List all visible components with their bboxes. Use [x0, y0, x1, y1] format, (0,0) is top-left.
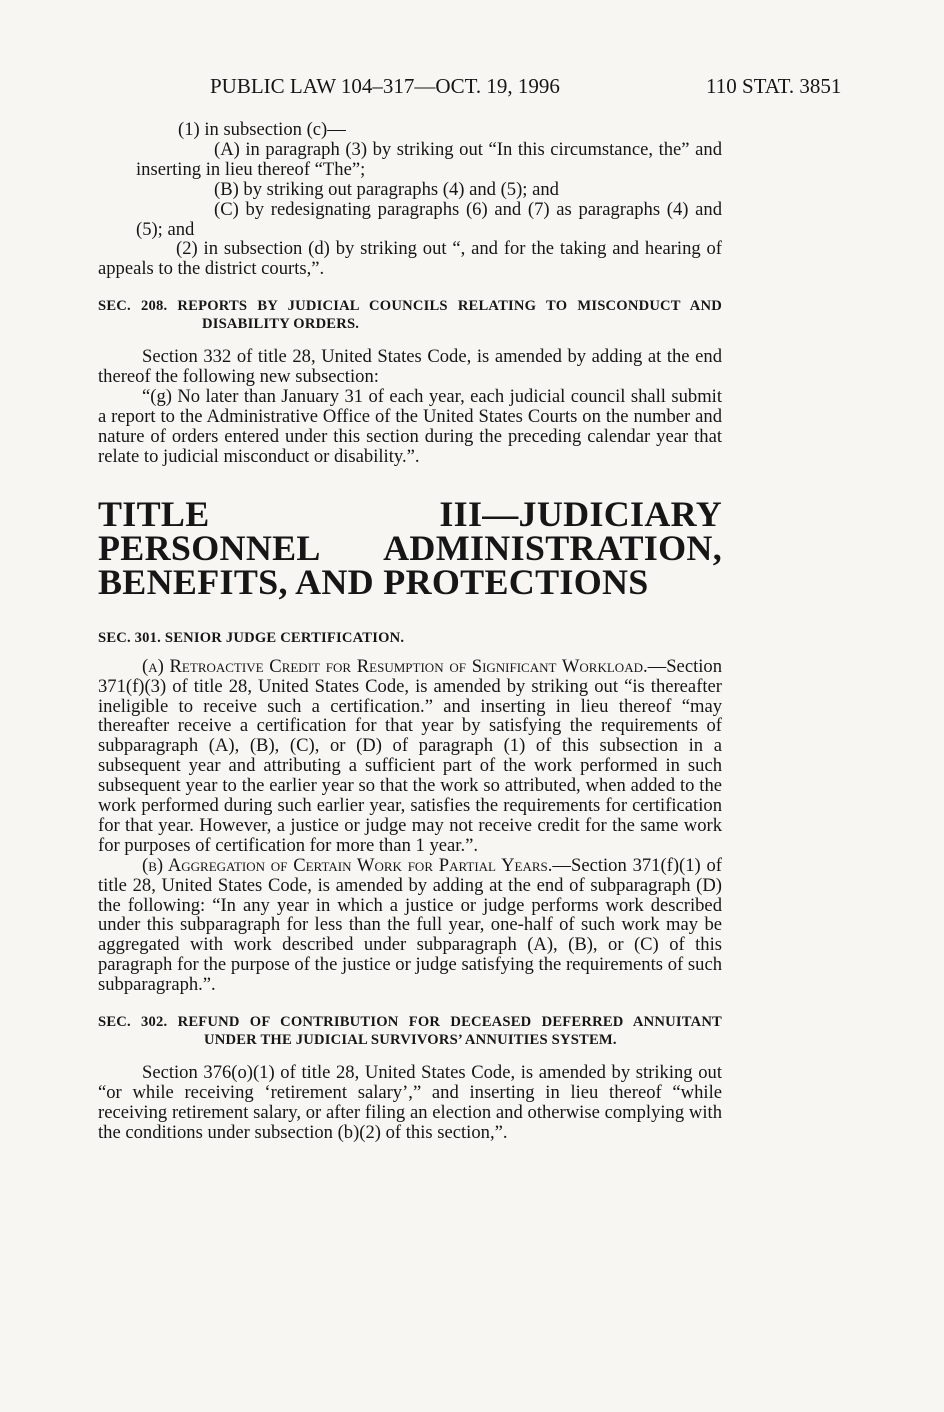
section-301-b-label: (b) Aggregation of Certain Work for Partial Years. — [142, 854, 553, 876]
running-head-title: PUBLIC LAW 104–317—OCT. 19, 1996 — [210, 74, 560, 98]
section-208-intro: Section 332 of title 28, United States Code, is amended by adding at the end thereof the following new subsection: — [98, 346, 722, 388]
running-head — [0, 74, 944, 98]
section-301-heading: SEC. 301. SENIOR JUDGE CERTIFICATION. — [98, 629, 405, 646]
section-208-subsection-g: “(g) No later than January 31 of each year, each judicial council shall submit a report to the Administrative Office of the United States Courts on the number and nature of orders entered under this section during the preceding calendar year that relate to judicial misconduct or disability.”. — [98, 386, 722, 467]
amendment-1-b: (B) by striking out paragraphs (4) and (5); and — [214, 178, 559, 200]
title-iii-heading: TITLE III—JUDICIARY PERSONNEL ADMINISTRATION, BENEFITS, AND PROTECTIONS — [98, 493, 722, 602]
section-301-b-text: —Section 371(f)(1) of title 28, United States Code, is amended by adding at the end of subparagraph (D) the following: “In any year in which a justice or judge performs work described under this subparagraph for less than the full year, one-half of such work may be aggregated with work described under subparagraph (A), (B), or (C) of this paragraph for the purpose of the justice or judge satisfying the requirements of such subparagraph.”. — [98, 854, 722, 996]
section-301-b — [98, 856, 722, 995]
section-208-heading: SEC. 208. REPORTS BY JUDICIAL COUNCILS RELATING TO MISCONDUCT AND DISABILITY ORDERS. — [98, 298, 722, 333]
amendment-2: (2) in subsection (d) by striking out “, and for the taking and hearing of appeals to the district courts,”. — [98, 238, 722, 280]
section-302-heading: SEC. 302. REFUND OF CONTRIBUTION FOR DECEASED DEFERRED ANNUITANT UNDER THE JUDICIAL SURVIVORS’ ANNUITIES SYSTEM. — [98, 1014, 722, 1049]
amendment-1-c: (C) by redesignating paragraphs (6) and (7) as paragraphs (4) and (5); and — [136, 198, 722, 240]
section-301-a-label: (a) Retroactive Credit for Resumption of Significant Workload. — [142, 655, 648, 677]
amendment-1-a: (A) in paragraph (3) by striking out “In this circumstance, the” and inserting in lieu thereof “The”; — [136, 138, 722, 180]
section-301-a-text: —Section 371(f)(3) of title 28, United States Code, is amended by striking out “is thereafter ineligible to receive such a certification.” and inserting in lieu thereof “may thereafter receive a certification for that year by satisfying the requirements of subparagraph (A), (B), (C), or (D) of paragraph (1) of this subsection in a subsequent year and attributing a sufficient part of the work performed in such subsequent year to the earlier year so that the work so attributed, when added to the work performed during such earlier year, satisfies the requirements for certification for that year. However, a justice or judge may not receive credit for the same work for purposes of certification for more than 1 year.”. — [98, 655, 722, 856]
running-head-page-ref: 110 STAT. 3851 — [706, 74, 842, 98]
document-body — [98, 120, 722, 1143]
section-302-text: Section 376(o)(1) of title 28, United States Code, is amended by striking out “or while receiving ‘retirement salary’,” and inserting in lieu thereof “while receiving retirement salary, or after filing an election and otherwise complying with the conditions under subsection (b)(2) of this section,”. — [98, 1062, 722, 1143]
section-301-a — [98, 657, 722, 856]
amendment-1: (1) in subsection (c)— — [178, 119, 346, 140]
